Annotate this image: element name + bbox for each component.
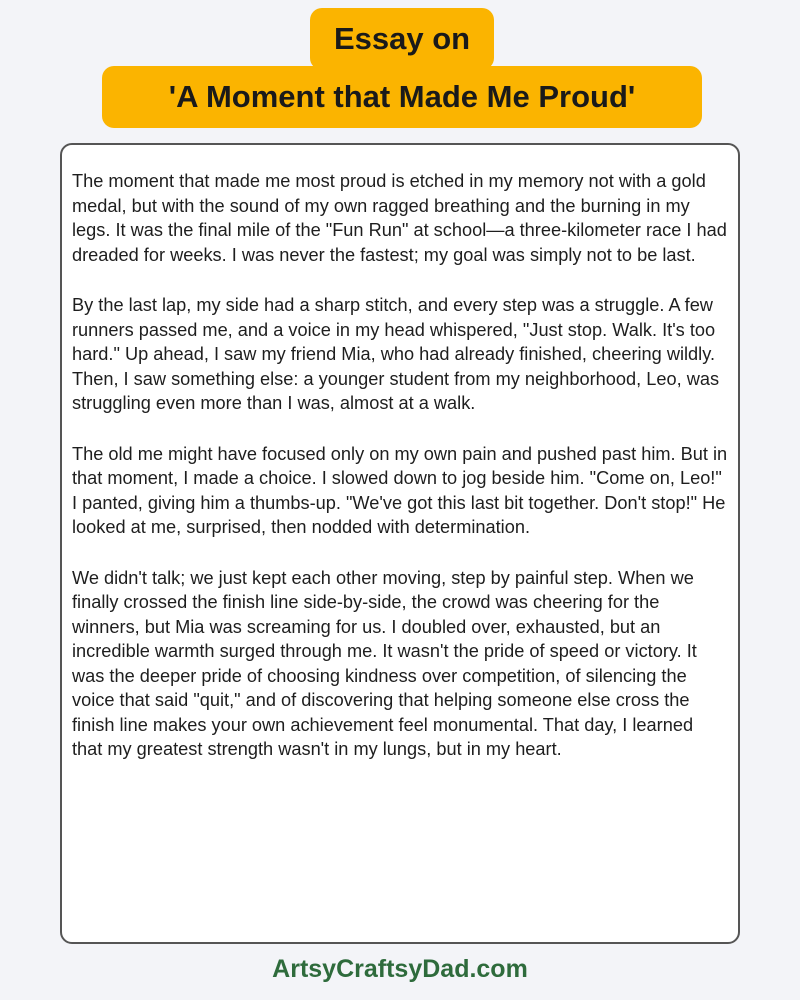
essay-paragraph-1: The moment that made me most proud is etched in my memory not with a gold medal, but with the sound of my own ragged breathing and the burning in my legs. It was the final mile of the "Fun Run" at school—a three-kilometer race I had dreaded for weeks. I was never the fastest; my goal was simply not to be last. — [72, 171, 727, 265]
essay-paragraph-4: We didn't talk; we just kept each other moving, step by painful step. When we finally crossed the finish line side-by-side, the crowd was cheering for the winners, but Mia was screaming for us. I doubled over, exhausted, but an incredible warmth surged through me. It wasn't the pride of speed or victory. It was the deeper pride of choosing kindness over competition, of silencing the voice that said "quit," and of discovering that helping someone else cross the finish line makes your own achievement feel monumental. That day, I learned that my greatest strength wasn't in my lungs, but in my heart. — [72, 567, 697, 759]
essay-box — [60, 143, 740, 944]
essay-paragraph-2: By the last lap, my side had a sharp stitch, and every step was a struggle. A few runners passed me, and a voice in my head whispered, "Just stop. Walk. It's too hard." Up ahead, I saw my friend Mia, who had already finished, cheering wildly. Then, I saw something else: a younger student from my neighborhood, Leo, was struggling even more than I was, almost at a walk. — [72, 295, 720, 413]
title-line-1: Essay on — [310, 8, 494, 70]
title-line-2: 'A Moment that Made Me Proud' — [102, 66, 702, 128]
footer-site-name: ArtsyCraftsyDad.com — [272, 955, 528, 983]
essay-paragraph-3: The old me might have focused only on my own pain and pushed past him. But in that moment, I made a choice. I slowed down to jog beside him. "Come on, Leo!" I panted, giving him a thumbs-up. "We've got this last bit together. Don't stop!" He looked at me, surprised, then nodded with determination. — [72, 443, 728, 537]
